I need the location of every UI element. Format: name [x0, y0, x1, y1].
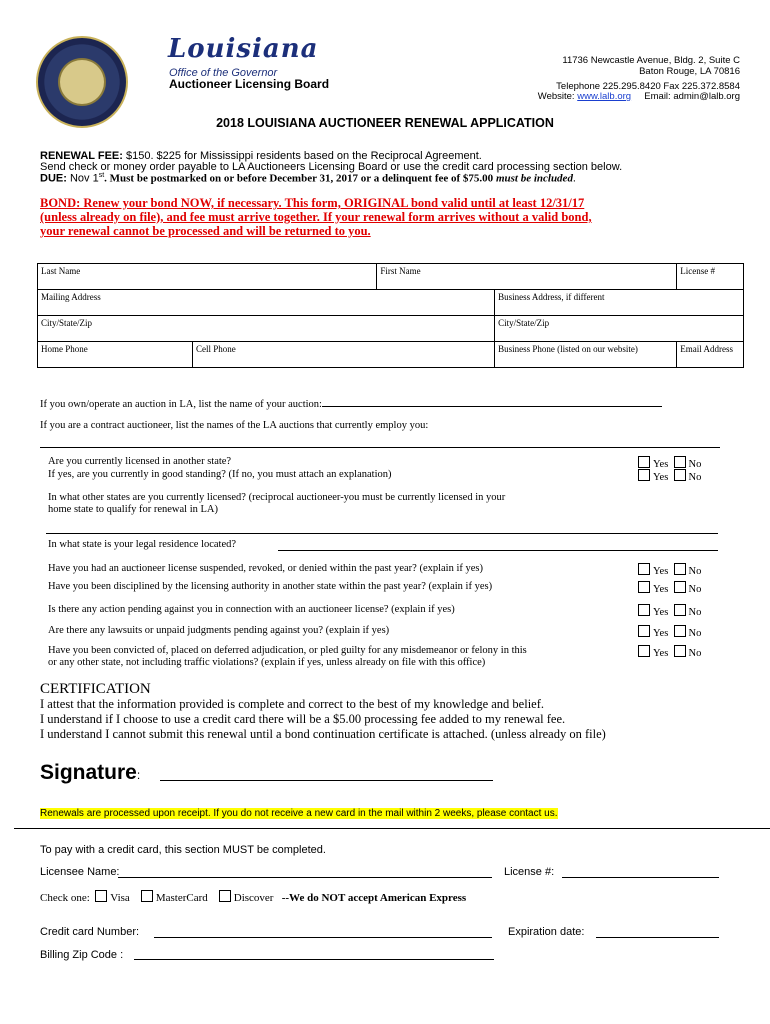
renewal-notice: Renewals are processed upon receipt. If you do not receive a new card in the mail within 2 weeks, please contact us. [40, 808, 558, 819]
due-date-line: DUE: Nov 1st. Must be postmarked on or before December 31, 2017 or a delinquent fee of $75.00 must be included. [40, 172, 576, 185]
mailing-address-field[interactable]: Mailing Address [38, 290, 495, 316]
own-auction-question: If you own/operate an auction in LA, list the name of your auction: [40, 396, 662, 410]
no-amex-notice: --We do NOT accept American Express [281, 892, 467, 904]
suspended-no-checkbox[interactable] [674, 563, 686, 575]
billing-zip-label: Billing Zip Code : [40, 949, 124, 961]
disciplined-no-checkbox[interactable] [674, 581, 686, 593]
own-auction-input[interactable] [322, 396, 662, 407]
city-state-zip-field[interactable]: City/State/Zip [38, 316, 495, 342]
pending-yes-checkbox[interactable] [638, 604, 650, 616]
bond-notice [40, 196, 592, 238]
due-postmark: . Must be postmarked on or before December 31, 2017 or a delinquent fee of $75.00 [104, 172, 496, 185]
certification-line-1: I attest that the information provided is complete and correct to the best of my knowledge and belief. [40, 697, 545, 711]
credit-card-intro: To pay with a credit card, this section MUST be completed. [40, 844, 326, 856]
board-name: Auctioneer Licensing Board [169, 77, 330, 91]
email-address-field[interactable]: Email Address [677, 342, 744, 368]
good-standing-yes-no: Yes No [638, 469, 701, 483]
certification-text [40, 697, 606, 742]
lawsuits-question: Are there any lawsuits or unpaid judgments pending against you? (explain if yes) [48, 625, 390, 636]
certification-line-2: I understand if I choose to use a credit card there will be a $5.00 processing fee added to my renewal fee. [40, 712, 566, 726]
lawsuits-no-checkbox[interactable] [674, 625, 686, 637]
credit-license-input[interactable] [562, 877, 719, 878]
other-states-input[interactable] [46, 533, 718, 534]
convicted-no-checkbox[interactable] [674, 645, 686, 657]
convicted-yes-checkbox[interactable] [638, 645, 650, 657]
expiration-input[interactable] [596, 937, 719, 938]
home-phone-field[interactable]: Home Phone [38, 342, 193, 368]
cell-phone-field[interactable]: Cell Phone [193, 342, 495, 368]
web-email [538, 91, 740, 102]
disciplined-question: Have you been disciplined by the licensing authority in another state within the past year? (explain if yes) [48, 581, 493, 592]
pending-action-question: Is there any action pending against you in connection with an auctioneer license? (explain if yes) [48, 604, 455, 615]
discover-label: Discover [233, 892, 274, 904]
due-date: Nov 1 [66, 172, 99, 185]
other-states-question-1: In what other states are you currently licensed? (reciprocal auctioneer-you must be currently licensed in your [48, 492, 506, 503]
good-standing-no-checkbox[interactable] [674, 469, 686, 481]
phone-fax: Telephone 225.295.8420 Fax 225.372.8584 [556, 81, 740, 92]
business-phone-field[interactable]: Business Phone (listed on our website) [495, 342, 677, 368]
other-states-question-2: home state to qualify for renewal in LA) [48, 504, 218, 515]
business-address-field[interactable]: Business Address, if different [495, 290, 744, 316]
convicted-question-1: Have you been convicted of, placed on deferred adjudication, or pled guilty for any misdemeanor or felony in this [48, 645, 527, 656]
bond-line-2: (unless already on file), and fee must arrive together. If your renewal form arrives without a valid bond, [40, 210, 592, 224]
card-type-row [40, 890, 466, 904]
disciplined-yes-no: Yes No [638, 581, 701, 595]
contract-auction-question: If you are a contract auctioneer, list the names of the LA auctions that currently employ you: [40, 420, 429, 431]
website-label: Website: [537, 91, 575, 102]
licensee-name-label: Licensee Name: [40, 866, 120, 878]
suspended-yes-no: Yes No [638, 563, 701, 577]
licensed-other-yes-checkbox[interactable] [638, 456, 650, 468]
visa-label: Visa [110, 892, 130, 904]
bond-line-1: BOND: Renew your bond NOW, if necessary. This form, ORIGINAL bond valid until at least 12/31/17 [40, 196, 585, 210]
convicted-question-2: or any other state, not including traffic violations? (explain if yes, unless already on file with this office) [48, 657, 486, 668]
email-text: Email: admin@lalb.org [644, 91, 740, 102]
address-line-2: Baton Rouge, LA 70816 [639, 66, 740, 77]
pending-yes-no: Yes No [638, 604, 701, 618]
certification-heading: CERTIFICATION [40, 681, 151, 697]
renewal-fee-label: RENEWAL FEE: [40, 150, 123, 162]
good-standing-question: If yes, are you currently in good standing? (If no, you must attach an explanation) [48, 469, 392, 480]
licensed-other-yes-no: Yes No [638, 456, 701, 470]
due-date-suffix: st [98, 172, 105, 179]
mastercard-label: MasterCard [155, 892, 208, 904]
check-one-label: Check one: [40, 892, 90, 904]
lawsuits-yes-no: Yes No [638, 625, 701, 639]
discover-checkbox[interactable] [219, 890, 231, 902]
credit-license-label: License #: [504, 866, 555, 878]
due-label: DUE: [40, 172, 67, 185]
billing-zip-input[interactable] [134, 959, 494, 960]
contract-auction-input[interactable] [40, 447, 720, 448]
licensed-other-no-checkbox[interactable] [674, 456, 686, 468]
convicted-yes-no: Yes No [638, 645, 701, 659]
last-name-field[interactable]: Last Name [38, 264, 377, 290]
license-number-field[interactable]: License # [677, 264, 744, 290]
page-title: 2018 LOUISIANA AUCTIONEER RENEWAL APPLICATION [216, 116, 554, 130]
legal-residence-input[interactable] [278, 550, 718, 551]
first-name-field[interactable]: First Name [377, 264, 677, 290]
applicant-info-grid [37, 263, 744, 368]
visa-checkbox[interactable] [95, 890, 107, 902]
signature-label: Signature: [40, 761, 141, 784]
certification-line-3: I understand I cannot submit this renewal until a bond continuation certificate is attached. (unless already on file) [40, 727, 606, 741]
signature-line[interactable] [160, 780, 493, 781]
website-link[interactable]: www.lalb.org [577, 91, 632, 102]
suspended-yes-checkbox[interactable] [638, 563, 650, 575]
lawsuits-yes-checkbox[interactable] [638, 625, 650, 637]
card-number-input[interactable] [154, 937, 492, 938]
legal-residence-question: In what state is your legal residence located? [48, 539, 237, 550]
address-line-1: 11736 Newcastle Avenue, Bldg. 2, Suite C [562, 55, 740, 66]
suspended-question: Have you had an auctioneer license suspended, revoked, or denied within the past year? (explain if yes) [48, 563, 484, 574]
payment-instruction: Send check or money order payable to LA Auctioneers Licensing Board or use the credit card processing section below. [40, 161, 623, 173]
mastercard-checkbox[interactable] [141, 890, 153, 902]
licensed-other-state-question: Are you currently licensed in another state? [48, 456, 232, 467]
state-seal-logo [36, 36, 128, 128]
licensee-name-input[interactable] [118, 877, 492, 878]
disciplined-yes-checkbox[interactable] [638, 581, 650, 593]
expiration-label: Expiration date: [508, 926, 585, 938]
renewal-fee-text: $150. $225 for Mississippi residents based on the Reciprocal Agreement. [122, 150, 482, 162]
business-city-state-zip-field[interactable]: City/State/Zip [495, 316, 744, 342]
pending-no-checkbox[interactable] [674, 604, 686, 616]
section-divider [14, 828, 770, 829]
louisiana-logo-text: Louisiana [168, 34, 319, 64]
good-standing-yes-checkbox[interactable] [638, 469, 650, 481]
office-name: Office of the Governor [169, 67, 278, 79]
card-number-label: Credit card Number: [40, 926, 140, 938]
bond-line-3: your renewal cannot be processed and will be returned to you. [40, 224, 371, 238]
due-included: must be included [495, 172, 573, 185]
